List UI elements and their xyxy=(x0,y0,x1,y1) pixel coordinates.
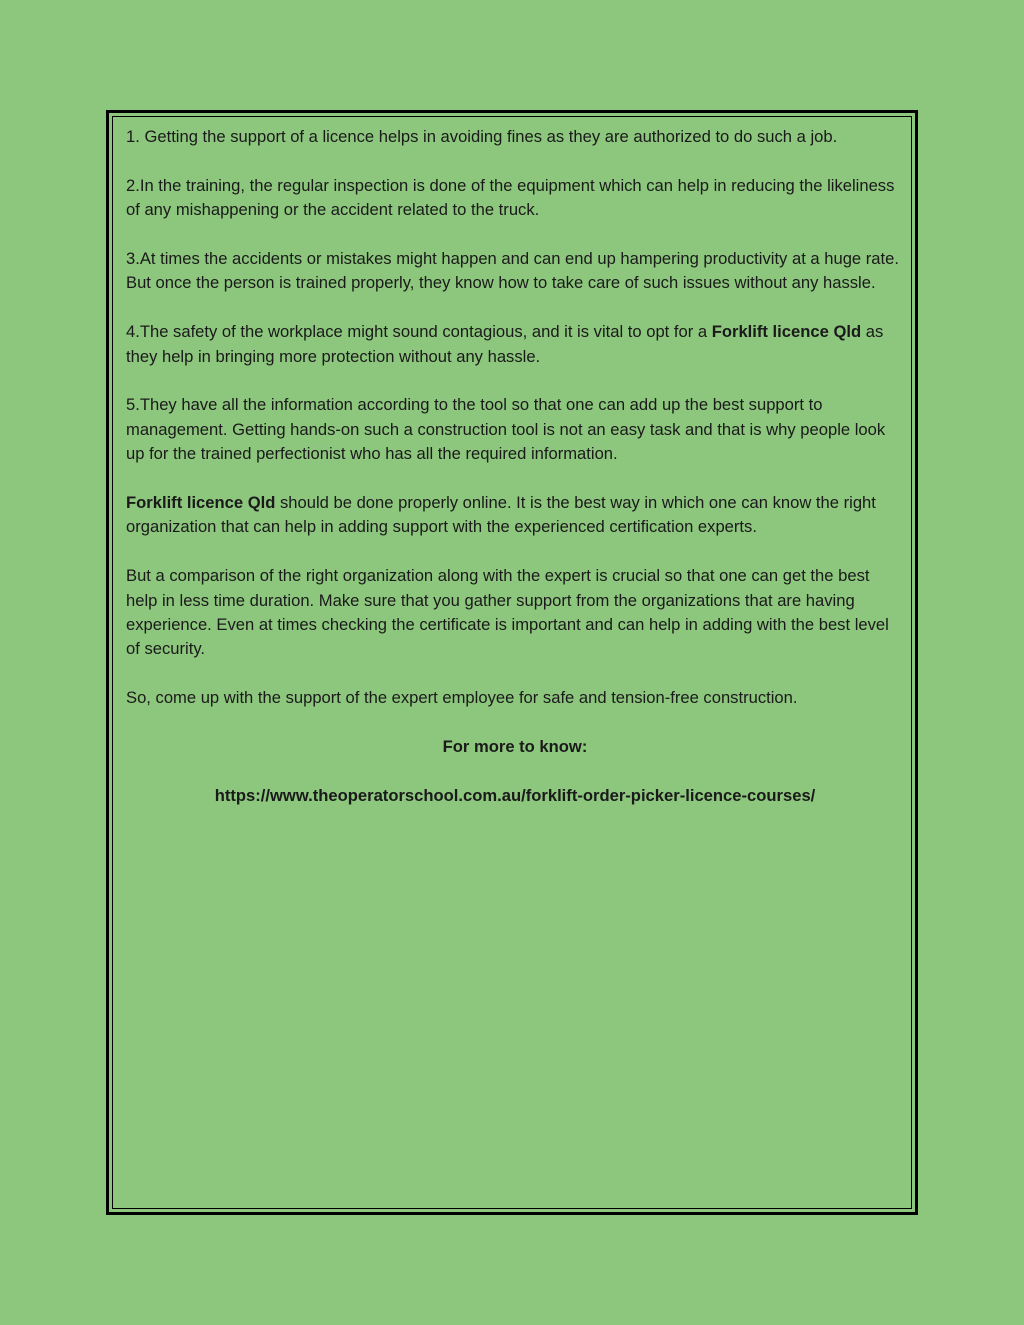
paragraph-1: 1. Getting the support of a licence helps in avoiding fines as they are authorized to do such a job. xyxy=(126,127,838,146)
paragraph-4-end: as they help in bringing more protection without any hassle. xyxy=(126,322,884,366)
paragraph-5: 5.They have all the information according to the tool so that one can add up the best support to management. Getting hands-on such a construction tool is not an easy task and that is why people look up for the trained perfectionist who has all the required information. xyxy=(126,395,886,464)
paragraph-2: 2.In the training, the regular inspection is done of the equipment which can help in reducing the likeliness of any mishappening or the accident related to the truck. xyxy=(126,175,895,220)
paragraph-4 xyxy=(126,320,904,369)
paragraph-6-end: should be done properly online. It is the best way in which one can know the right organization that can help in adding support with the experienced certification experts. xyxy=(126,493,876,537)
document-inner-border xyxy=(112,116,912,1209)
paragraph-4-keyword: Forklift licence Qld xyxy=(711,322,862,342)
more-info-url[interactable]: https://www.theoperatorschool.com.au/forklift-order-picker-licence-courses/ xyxy=(214,785,816,805)
paragraph-6 xyxy=(126,491,904,540)
paragraph-8: So, come up with the support of the expert employee for safe and tension-free construction. xyxy=(126,688,798,708)
more-info-heading: For more to know: xyxy=(442,737,588,757)
paragraph-4-start: 4.The safety of the workplace might sound contagious, and it is vital to opt for a xyxy=(126,322,712,342)
paragraph-6-keyword: Forklift licence Qld xyxy=(126,493,276,513)
document-body xyxy=(126,125,904,833)
paragraph-3: 3.At times the accidents or mistakes might happen and can end up hampering productivity at a huge rate. But once the person is trained properly, they know how to take care of such issues without any hassle. xyxy=(126,249,899,293)
paragraph-7: But a comparison of the right organization along with the expert is crucial so that one can get the best help in less time duration. Make sure that you gather support from the organizations that are having experience. Even at times checking the certificate is important and can help in adding with the best level of security. xyxy=(126,566,889,659)
document-border xyxy=(106,110,918,1215)
